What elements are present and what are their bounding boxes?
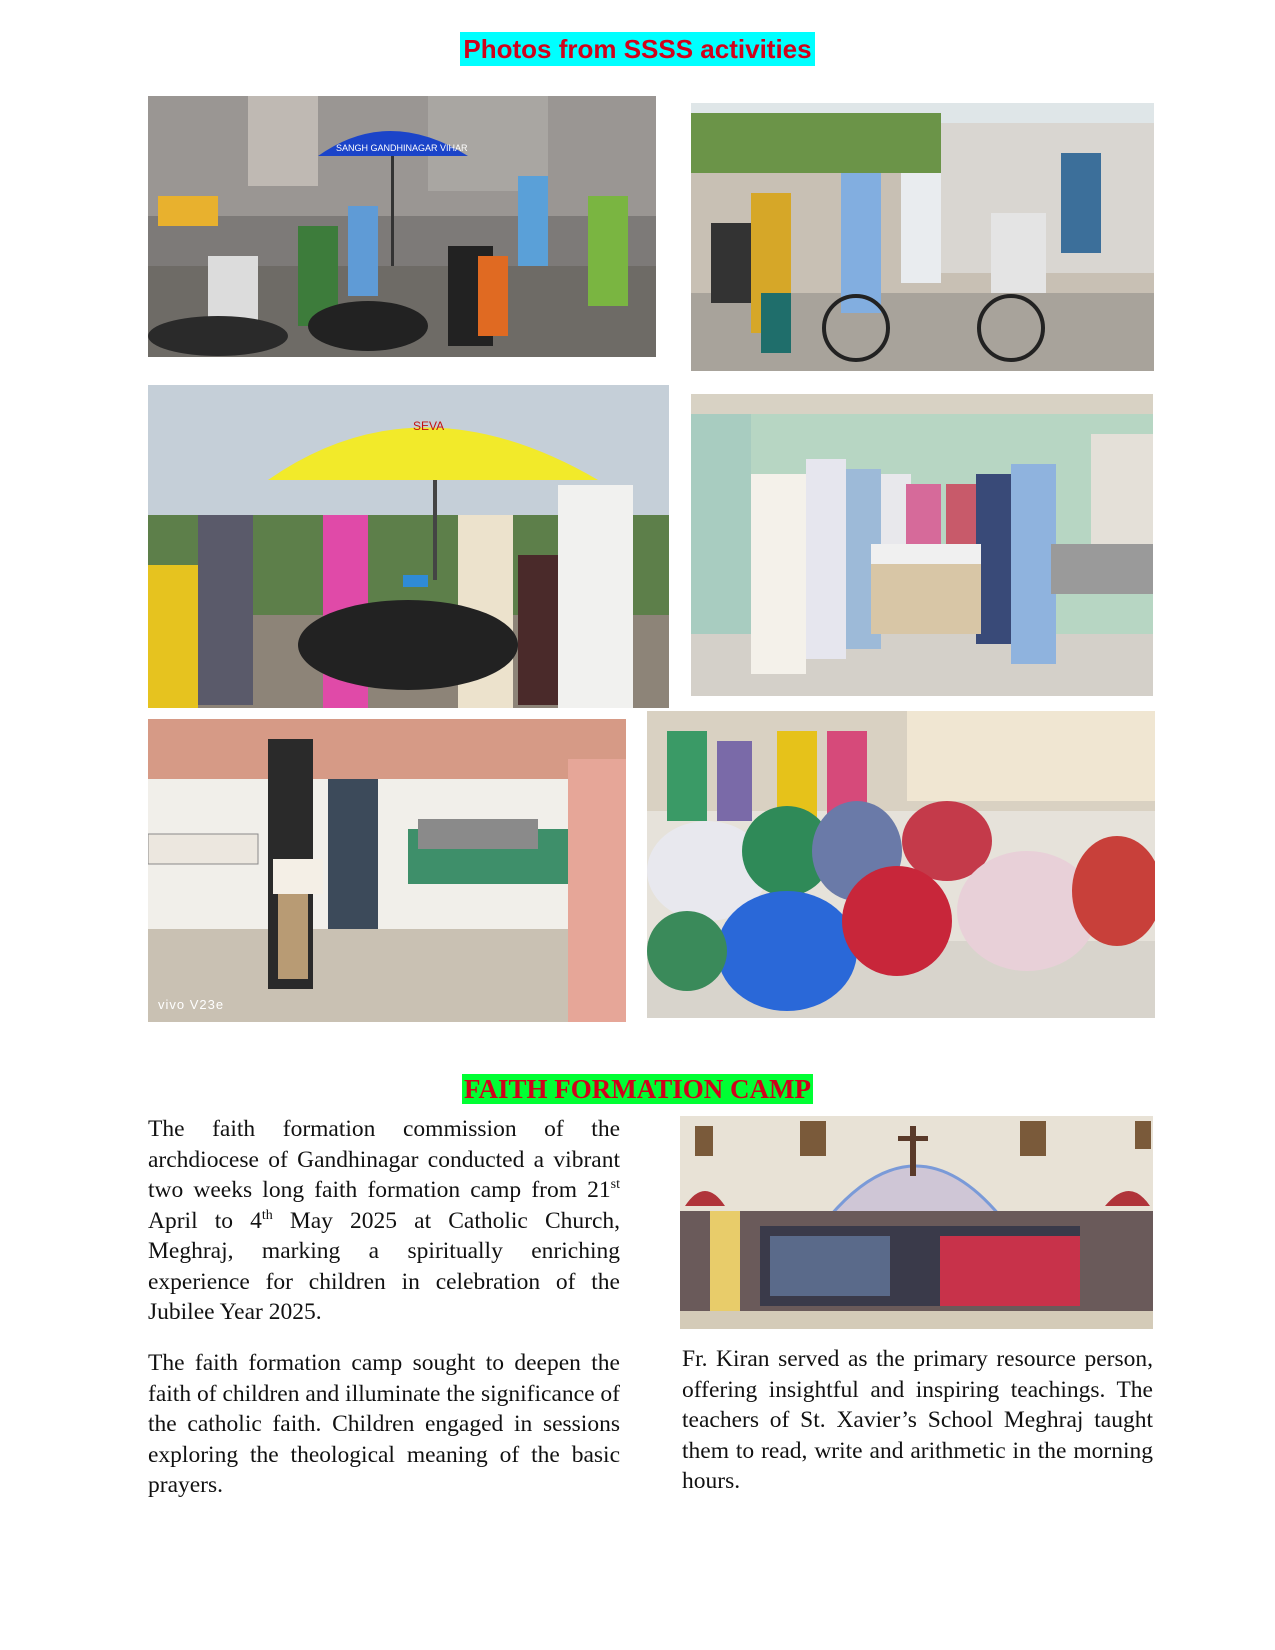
- photos-section-title: [0, 34, 1275, 65]
- photo-church-group: [680, 1116, 1153, 1329]
- umbrella-lettering: SANGH GANDHINAGAR VIHAR: [336, 143, 468, 153]
- photo-street-umbrella: [148, 96, 656, 357]
- photo-tricycle-distribution: [691, 103, 1154, 371]
- paragraph-camp-purpose: The faith formation camp sought to deepen the faith of children and illuminate the significance of the catholic faith. Children engaged in sessions exploring the theological meaning of the basic prayers.: [148, 1350, 620, 1498]
- paragraph-camp-intro: [148, 1114, 620, 1328]
- p1-part-a: The faith formation commission of the archdiocese of Gandhinagar conducted a vibrant two weeks long faith formation camp from 21: [148, 1116, 620, 1203]
- p1-sup-th: th: [261, 1207, 273, 1223]
- paragraph-resource-person: Fr. Kiran served as the primary resource person, offering insightful and inspiring teachings. The teachers of St. Xavier’s School Meghraj taught them to read, write and arithmetic in the morning hours.: [682, 1346, 1153, 1494]
- faith-camp-title-text: FAITH FORMATION CAMP: [464, 1074, 811, 1104]
- photo-hospital-visit: [148, 719, 626, 1022]
- photo-yellow-umbrella: [148, 385, 669, 708]
- faith-camp-title: [0, 1074, 1275, 1105]
- camera-watermark: vivo V23e: [158, 997, 225, 1012]
- photos-title-text: Photos from SSSS activities: [460, 32, 814, 66]
- p1-part-c: May 2025 at Catholic Church, Meghraj, marking a spiritually enriching experience for children in celebration of the Jubilee Year 2025.: [148, 1207, 620, 1325]
- p1-sup-st: st: [610, 1177, 620, 1193]
- p1-part-b: April to 4: [148, 1207, 262, 1234]
- photo-sewing-machine-room: [691, 394, 1153, 696]
- photo-women-gathering: [647, 711, 1155, 1018]
- yellow-umbrella-lettering: SEVA: [413, 419, 445, 433]
